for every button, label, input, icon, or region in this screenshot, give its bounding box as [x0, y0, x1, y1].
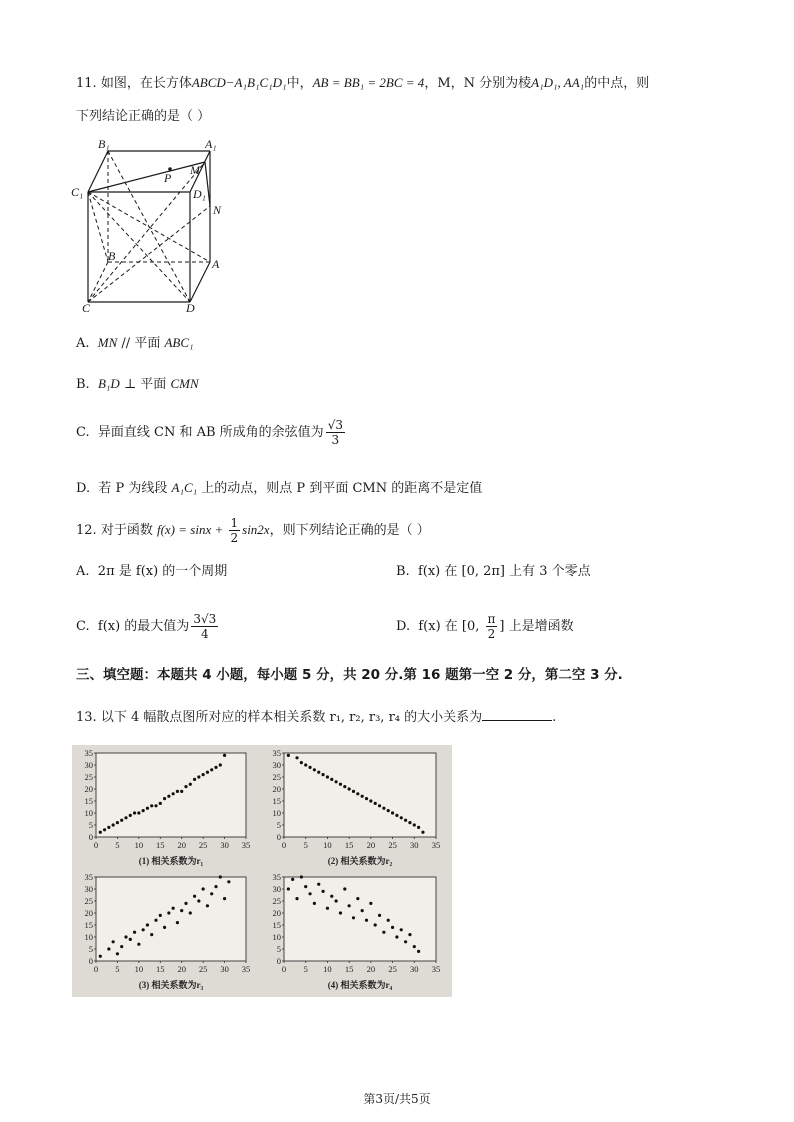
- q12-func-a: f(x) = sinx +: [156, 522, 227, 537]
- q11-option-a: [76, 334, 194, 353]
- scatter-point: [374, 802, 377, 805]
- y-tick-label: 30: [272, 760, 281, 770]
- label-d: D: [186, 301, 195, 314]
- q11-option-c-fraction: [326, 418, 345, 447]
- q12-option-c-a: f(x) 的最大值为: [97, 619, 190, 634]
- q12-option-a: [76, 563, 227, 581]
- q11-stem-line2: 下列结论正确的是（ ）: [76, 109, 211, 124]
- q11-stem-d: 的中点，则: [584, 76, 650, 91]
- y-tick-label: 15: [272, 920, 281, 930]
- scatter-point: [387, 919, 390, 922]
- q11-number: 11.: [76, 76, 97, 91]
- scatter-point: [146, 807, 149, 810]
- q11-option-c-den: 3: [331, 433, 340, 447]
- plot-title-2: (2) 相关系数为r₂: [327, 856, 393, 866]
- x-tick-label: 35: [431, 840, 441, 850]
- x-tick-label: 5: [303, 840, 308, 850]
- y-tick-label: 20: [84, 908, 93, 918]
- scatter-point: [300, 875, 303, 878]
- scatter-point: [159, 914, 162, 917]
- q12-option-d-int-b: ]: [499, 619, 505, 634]
- scatter-point: [348, 904, 351, 907]
- scatter-point: [295, 756, 298, 759]
- q13-text: 以下 4 幅散点图所对应的样本相关系数 r₁, r₂, r₃, r₄ 的大小关系为: [100, 710, 483, 725]
- scatter-point: [159, 802, 162, 805]
- q11-stem-line1: [76, 74, 649, 93]
- q12-frac-den: 2: [230, 531, 239, 545]
- scatter-point: [150, 804, 153, 807]
- scatter-point: [395, 814, 398, 817]
- q12-frac-num: 1: [230, 516, 239, 530]
- scatter-point: [214, 885, 217, 888]
- scatter-point: [112, 823, 115, 826]
- x-tick-label: 15: [156, 964, 165, 974]
- scatter-point: [146, 923, 149, 926]
- x-tick-label: 10: [323, 840, 332, 850]
- scatter-point: [202, 773, 205, 776]
- scatter-point: [176, 921, 179, 924]
- scatter-point: [137, 943, 140, 946]
- scatter-point: [189, 911, 192, 914]
- y-tick-label: 15: [84, 920, 93, 930]
- scatter-point: [391, 811, 394, 814]
- scatter-point: [219, 875, 222, 878]
- q11-stem-a: 如图，在长方体: [100, 76, 192, 91]
- y-tick-label: 0: [88, 832, 93, 842]
- label-p: P: [164, 171, 172, 185]
- q12-number: 12.: [76, 523, 97, 538]
- scatter-point: [167, 911, 170, 914]
- q12-option-d-fraction: [486, 612, 498, 641]
- q12-option-d-num: π: [487, 612, 496, 626]
- y-tick-label: 30: [272, 884, 281, 894]
- scatter-point: [361, 909, 364, 912]
- plot-title-3: (3) 相关系数为r₃: [138, 980, 204, 990]
- scatter-point: [154, 919, 157, 922]
- x-tick-label: 30: [220, 840, 229, 850]
- scatter-point: [365, 919, 368, 922]
- scatter-point: [206, 771, 209, 774]
- y-tick-label: 35: [84, 872, 93, 882]
- plot-frame-4: [284, 877, 436, 961]
- x-tick-label: 0: [281, 840, 287, 850]
- scatter-point: [304, 763, 307, 766]
- scatter-point: [287, 754, 290, 757]
- scatter-point: [133, 811, 136, 814]
- q12-option-d-den: 2: [487, 627, 496, 641]
- x-tick-label: 5: [303, 964, 308, 974]
- scatter-point: [413, 823, 416, 826]
- x-tick-label: 30: [410, 840, 419, 850]
- scatter-point: [129, 814, 132, 817]
- label-a: A: [212, 257, 220, 271]
- q11-option-b-plane: CMN: [170, 376, 199, 391]
- q12-option-c-num: 3√3: [193, 612, 217, 626]
- label-d1: D₁: [193, 187, 206, 201]
- scatter-point: [387, 809, 390, 812]
- q12-option-c-den: 4: [200, 627, 209, 641]
- x-tick-label: 30: [410, 964, 419, 974]
- y-tick-label: 20: [272, 784, 281, 794]
- scatter-point: [365, 797, 368, 800]
- scatter-point: [99, 831, 102, 834]
- q12-option-d-a: f(x) 在: [418, 619, 462, 634]
- scatter-point: [163, 797, 166, 800]
- q12-option-a-text: 2π 是 f(x) 的一个周期: [97, 564, 228, 579]
- y-tick-label: 20: [272, 908, 281, 918]
- scatter-point: [308, 766, 311, 769]
- y-tick-label: 10: [84, 808, 93, 818]
- scatter-point: [369, 799, 372, 802]
- scatter-point: [295, 897, 298, 900]
- x-tick-label: 25: [198, 840, 208, 850]
- scatter-point: [214, 766, 217, 769]
- q12-stem: [76, 516, 430, 545]
- scatter-point: [330, 895, 333, 898]
- y-tick-label: 0: [88, 956, 93, 966]
- scatter-point: [219, 763, 222, 766]
- scatter-point: [356, 792, 359, 795]
- y-tick-label: 15: [272, 796, 281, 806]
- scatter-point: [369, 902, 372, 905]
- x-tick-label: 15: [156, 840, 165, 850]
- scatter-point: [300, 761, 303, 764]
- y-tick-label: 0: [276, 832, 281, 842]
- answer-blank[interactable]: [482, 708, 552, 721]
- scatter-point: [330, 778, 333, 781]
- scatter-point: [343, 887, 346, 890]
- scatter-point: [197, 775, 200, 778]
- scatter-point: [189, 783, 192, 786]
- scatter-point: [184, 785, 187, 788]
- q13-number: 13.: [76, 710, 97, 725]
- x-tick-label: 25: [388, 840, 397, 850]
- scatter-point: [374, 923, 377, 926]
- scatter-point: [167, 795, 170, 798]
- scatter-plots: [72, 745, 452, 997]
- scatter-point: [404, 940, 407, 943]
- q11-condition: AB = BB₁ = 2BC = 4: [312, 75, 425, 90]
- label-c: C: [82, 301, 91, 314]
- y-tick-label: 25: [272, 896, 281, 906]
- y-tick-label: 35: [272, 748, 281, 758]
- q12-option-b: [396, 563, 591, 581]
- scatter-point: [382, 931, 385, 934]
- label-b: B: [108, 249, 116, 263]
- q11-option-c: [76, 418, 347, 447]
- scatter-point: [335, 899, 338, 902]
- y-tick-label: 10: [272, 932, 281, 942]
- q11-option-a-label: A.: [76, 336, 90, 351]
- q12-fraction: [229, 516, 241, 545]
- scatter-point: [184, 902, 187, 905]
- scatter-point: [339, 911, 342, 914]
- scatter-point: [378, 804, 381, 807]
- x-tick-label: 25: [198, 964, 208, 974]
- scatter-point: [308, 892, 311, 895]
- x-tick-label: 15: [344, 840, 354, 850]
- q11-option-a-plane: ABC₁: [164, 335, 194, 350]
- scatter-point: [326, 907, 329, 910]
- scatter-point: [404, 819, 407, 822]
- scatter-point: [391, 926, 394, 929]
- q12-option-d-label: D.: [396, 619, 411, 634]
- q12-stem-a: 对于函数: [100, 523, 157, 538]
- scatter-point: [356, 897, 359, 900]
- scatter-point: [133, 931, 136, 934]
- plot-title-4: (4) 相关系数为r₄: [327, 980, 393, 990]
- y-tick-label: 5: [276, 944, 281, 954]
- q11-edges: A₁D₁, AA₁: [531, 75, 585, 90]
- x-tick-label: 0: [281, 964, 287, 974]
- q11-option-b-text: ⊥ 平面: [119, 377, 171, 392]
- scatter-point: [321, 890, 324, 893]
- q12-option-d: [396, 612, 574, 641]
- scatter-point: [116, 952, 119, 955]
- label-n: N: [213, 203, 222, 217]
- q12-option-c-fraction: [191, 612, 218, 641]
- x-tick-label: 35: [241, 964, 251, 974]
- q11-option-b-label: B.: [76, 377, 90, 392]
- scatter-point: [107, 826, 110, 829]
- scatter-point: [417, 950, 420, 953]
- scatter-point: [378, 914, 381, 917]
- scatter-point: [107, 947, 110, 950]
- scatter-point: [317, 883, 320, 886]
- q11-option-d: [76, 479, 482, 498]
- scatter-point: [361, 795, 364, 798]
- scatter-point: [352, 916, 355, 919]
- x-tick-label: 5: [115, 964, 120, 974]
- page-footer: 第3页/共5页: [363, 1092, 431, 1106]
- scatter-point: [120, 945, 123, 948]
- scatter-point: [103, 828, 106, 831]
- x-tick-label: 0: [93, 964, 99, 974]
- q12-option-d-b: 上是增函数: [504, 619, 574, 634]
- x-tick-label: 35: [431, 964, 441, 974]
- scatter-point: [172, 907, 175, 910]
- label-m: M: [190, 163, 200, 177]
- scatter-point: [210, 892, 213, 895]
- q12-option-b-label: B.: [396, 564, 410, 579]
- x-tick-label: 20: [177, 964, 186, 974]
- scatter-point: [124, 816, 127, 819]
- scatter-point: [400, 928, 403, 931]
- scatter-point: [223, 754, 226, 757]
- scatter-point: [180, 790, 183, 793]
- q11-option-d-a: 若 P 为线段: [98, 481, 172, 496]
- x-tick-label: 25: [388, 964, 397, 974]
- scatter-point: [343, 785, 346, 788]
- scatter-point: [417, 826, 420, 829]
- x-tick-label: 10: [134, 840, 144, 850]
- scatter-point: [120, 819, 123, 822]
- scatter-point: [180, 909, 183, 912]
- scatter-point: [408, 933, 411, 936]
- y-tick-label: 0: [276, 956, 281, 966]
- scatter-point: [116, 821, 119, 824]
- plot-title-1: (1) 相关系数为r₁: [138, 856, 204, 866]
- q11-option-c-num: √3: [327, 418, 343, 432]
- scatter-point: [395, 935, 398, 938]
- y-tick-label: 5: [276, 820, 281, 830]
- y-tick-label: 5: [88, 820, 93, 830]
- scatter-point: [352, 790, 355, 793]
- scatter-point: [339, 783, 342, 786]
- x-tick-label: 20: [366, 964, 376, 974]
- scatter-point: [408, 821, 411, 824]
- scatter-point: [400, 816, 403, 819]
- q12-option-c-label: C.: [76, 619, 90, 634]
- scatter-point: [321, 773, 324, 776]
- section3-heading: 三、填空题：本题共 4 小题，每小题 5 分，共 20 分.第 16 题第一空 2 分，第二空 3 分.: [76, 667, 623, 683]
- q11-solid: ABCD−A₁B₁C₁D₁: [191, 75, 287, 90]
- scatter-point: [154, 804, 157, 807]
- scatter-point: [227, 880, 230, 883]
- q11-figure: [66, 136, 236, 314]
- scatter-point: [150, 933, 153, 936]
- scatter-point: [193, 778, 196, 781]
- scatter-point: [124, 935, 127, 938]
- label-a1: A₁: [205, 137, 217, 151]
- scatter-point: [210, 768, 213, 771]
- scatter-point: [335, 780, 338, 783]
- q11-option-c-text: 异面直线 CN 和 AB 所成角的余弦值为: [97, 425, 324, 440]
- scatter-point: [382, 807, 385, 810]
- y-tick-label: 20: [84, 784, 93, 794]
- x-tick-label: 20: [366, 840, 376, 850]
- q12-option-d-int-a: [0,: [461, 619, 484, 634]
- x-tick-label: 30: [220, 964, 229, 974]
- q11-option-c-label: C.: [76, 425, 90, 440]
- scatter-point: [142, 928, 145, 931]
- y-tick-label: 35: [84, 748, 93, 758]
- plot-frame-3: [96, 877, 246, 961]
- q12-func-b: sin2x: [242, 522, 270, 537]
- q11-stem-c: ，M，N 分别为棱: [424, 76, 532, 91]
- q13-tail: .: [552, 710, 557, 725]
- q11-option-a-text: // 平面: [117, 336, 165, 351]
- y-tick-label: 10: [84, 932, 93, 942]
- y-tick-label: 30: [84, 884, 93, 894]
- scatter-point: [421, 831, 424, 834]
- x-tick-label: 35: [241, 840, 251, 850]
- scatter-point: [172, 792, 175, 795]
- x-tick-label: 0: [93, 840, 99, 850]
- scatter-point: [202, 887, 205, 890]
- scatter-point: [206, 904, 209, 907]
- q11-stem-b: 中，: [286, 76, 313, 91]
- y-tick-label: 25: [84, 772, 93, 782]
- scatter-point: [197, 899, 200, 902]
- y-tick-label: 25: [272, 772, 281, 782]
- y-tick-label: 5: [88, 944, 93, 954]
- q12-option-b-text: f(x) 在 [0, 2π] 上有 3 个零点: [417, 564, 591, 579]
- scatter-point: [413, 945, 416, 948]
- scatter-point: [313, 768, 316, 771]
- y-tick-label: 30: [84, 760, 93, 770]
- scatter-point: [326, 775, 329, 778]
- scatter-point: [193, 895, 196, 898]
- scatter-point: [137, 811, 140, 814]
- scatter-point: [291, 878, 294, 881]
- plot-frame-1: [96, 753, 246, 837]
- scatter-point: [348, 787, 351, 790]
- x-tick-label: 15: [344, 964, 354, 974]
- q11-option-d-seg: A₁C₁: [171, 480, 198, 495]
- q12-option-c: [76, 612, 220, 641]
- scatter-point: [287, 887, 290, 890]
- scatter-point: [317, 771, 320, 774]
- x-tick-label: 10: [323, 964, 332, 974]
- scatter-point: [176, 790, 179, 793]
- q11-option-d-label: D.: [76, 481, 91, 496]
- q11-option-a-expr: MN: [97, 335, 118, 350]
- q13-stem: [76, 708, 556, 727]
- scatter-point: [163, 926, 166, 929]
- x-tick-label: 10: [134, 964, 144, 974]
- q11-option-d-b: 上的动点，则点 P 到平面 CMN 的距离不是定值: [197, 481, 483, 496]
- y-tick-label: 25: [84, 896, 93, 906]
- q12-stem-b: ，则下列结论正确的是（ ）: [269, 523, 430, 538]
- scatter-point: [99, 955, 102, 958]
- y-tick-label: 35: [272, 872, 281, 882]
- q11-option-b-expr: B₁D: [97, 376, 120, 391]
- y-tick-label: 15: [84, 796, 93, 806]
- q11-option-b: [76, 375, 199, 394]
- y-tick-label: 10: [272, 808, 281, 818]
- label-b1: B₁: [98, 137, 110, 151]
- scatter-point: [142, 809, 145, 812]
- scatter-point: [112, 940, 115, 943]
- scatter-point: [223, 897, 226, 900]
- q12-option-a-label: A.: [76, 564, 90, 579]
- scatter-point: [129, 938, 132, 941]
- scatter-point: [304, 885, 307, 888]
- x-tick-label: 5: [115, 840, 120, 850]
- x-tick-label: 20: [177, 840, 186, 850]
- scatter-point: [313, 902, 316, 905]
- label-c1: C₁: [71, 185, 84, 199]
